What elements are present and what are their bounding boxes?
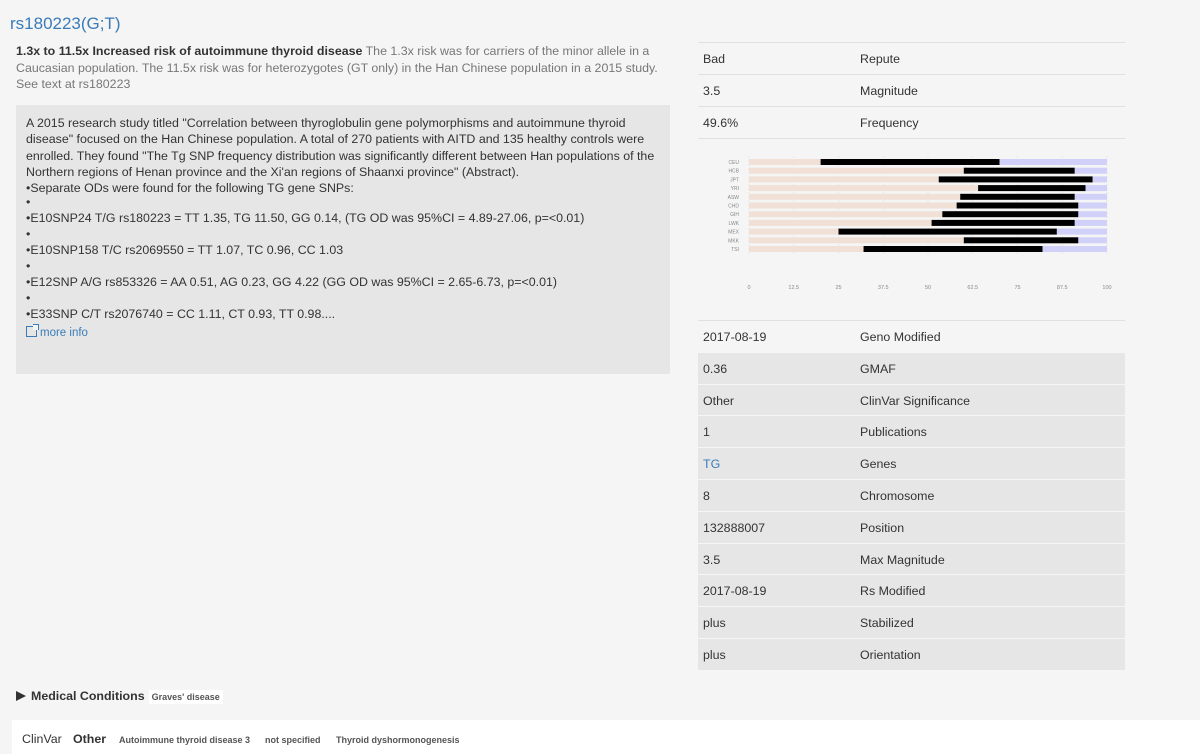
info-table-bottom xyxy=(698,320,1125,670)
page-title[interactable]: rs180223(G;T) xyxy=(10,14,121,33)
info-row xyxy=(698,543,1125,575)
chart-bar-segment xyxy=(749,185,978,191)
chart-tick-label: 87.5 xyxy=(1056,285,1068,291)
chart-category-label: MKK xyxy=(728,238,739,245)
clinvar-significance: Other xyxy=(73,732,107,746)
info-row xyxy=(698,511,1125,543)
chart-bar-segment xyxy=(864,246,1043,252)
chart-bar-segment xyxy=(821,159,1000,165)
condition-link[interactable]: Graves' disease xyxy=(149,690,223,704)
info-value: Bad xyxy=(703,52,726,66)
chart-bar-segment xyxy=(1075,194,1107,200)
info-value: 2017-08-19 xyxy=(703,330,767,344)
info-key: Stabilized xyxy=(860,616,914,631)
detail-box xyxy=(16,105,670,374)
info-key: Genes xyxy=(860,457,897,472)
chart-tick-label: 100 xyxy=(1102,285,1112,291)
detail-line: •Separate ODs were found for the following TG gene SNPs: xyxy=(26,181,354,196)
info-row xyxy=(698,447,1125,479)
detail-bullet: • xyxy=(26,291,31,306)
detail-snp: •E10SNP24 T/G rs180223 = TT 1.35, TG 11.50, GG 0.14, (TG OD was 95%CI = 4.89-27.06, p=<0.01) xyxy=(26,211,585,226)
chart-bar-segment xyxy=(749,168,964,174)
detail-bullet: • xyxy=(26,227,31,242)
info-key: Chromosome xyxy=(860,488,935,503)
info-key: Magnitude xyxy=(860,83,918,98)
chart-bar-segment xyxy=(932,220,1075,226)
chart-category-label: GIH xyxy=(730,212,739,219)
info-row xyxy=(698,106,1125,138)
info-value: 0.36 xyxy=(703,361,728,376)
info-key: Repute xyxy=(860,52,900,66)
info-value: 3.5 xyxy=(703,83,721,98)
info-key: Max Magnitude xyxy=(860,552,945,567)
chart-category-label: HCB xyxy=(728,168,739,175)
genotype-summary xyxy=(16,43,676,93)
chart-category-label: CEU xyxy=(728,160,739,166)
chart-bar-segment xyxy=(1078,237,1107,243)
gene-link[interactable]: TG xyxy=(703,457,721,472)
chart-category-label: CHD xyxy=(728,203,739,210)
chart-bar-segment xyxy=(749,229,839,235)
medical-conditions-label: Medical Conditions xyxy=(31,689,145,703)
detail-bullet: • xyxy=(26,259,31,274)
external-link-icon xyxy=(26,326,37,337)
chart-tick-label: 50 xyxy=(924,285,932,291)
chart-bar-segment xyxy=(1086,185,1107,191)
info-row xyxy=(698,638,1125,670)
detail-snp: •E10SNP158 T/C rs2069550 = TT 1.07, TC 0.96, CC 1.03 xyxy=(26,243,344,258)
clinvar-condition[interactable]: not specified xyxy=(265,735,321,745)
chart-bar-segment xyxy=(1075,168,1107,174)
chart-tick-label: 75 xyxy=(1014,285,1021,291)
chart-bar-segment xyxy=(964,237,1079,243)
chart-bar-segment xyxy=(749,211,942,217)
chart-tick-label: 12.5 xyxy=(788,285,800,291)
info-value: 1 xyxy=(703,425,710,440)
chart-category-label: TSI xyxy=(731,247,739,253)
clinvar-condition[interactable]: Thyroid dyshormonogenesis xyxy=(336,735,460,745)
chart-tick-label: 62.5 xyxy=(967,285,979,291)
chart-category-label: ASW xyxy=(727,194,739,201)
chart-bar-segment xyxy=(749,203,957,209)
info-row xyxy=(698,320,1125,352)
chart-bar-segment xyxy=(1093,176,1107,182)
summary-headline: 1.3x to 11.5x Increased risk of autoimmune thyroid disease xyxy=(16,44,363,58)
chart-bar-segment xyxy=(1078,203,1107,209)
info-key: Position xyxy=(860,520,905,535)
chart-bar-segment xyxy=(960,194,1075,200)
info-row xyxy=(698,479,1125,511)
chart-category-label: MEX xyxy=(728,229,739,236)
info-table-top xyxy=(698,42,1125,137)
chart-bar-segment xyxy=(749,194,960,200)
detail-snp: •E33SNP C/T rs2076740 = CC 1.11, CT 0.93, TT 0.98.... xyxy=(26,307,336,322)
medical-conditions xyxy=(16,689,223,703)
chart-bar-segment xyxy=(1000,159,1107,165)
chart-tick-label: 0 xyxy=(747,285,751,291)
info-value: Other xyxy=(703,393,734,408)
chart-bar-segment xyxy=(749,176,939,182)
detail-paragraph: A 2015 research study titled "Correlation between thyroglobulin gene polymorphisms and autoimmune thyroid disease" focused on the Han Chinese population. A total of 270 patients with AITD and 135 healthy controls were enrolled. They found "The Tg SNP frequency distribution was significantly different between Han populations of the Northern regions of Henan province and the Xi'an regions of Shaanxi province" (Abstract). xyxy=(26,116,655,179)
info-key: Geno Modified xyxy=(860,330,941,344)
chart-bar-segment xyxy=(1043,246,1107,252)
detail-snp: •E12SNP A/G rs853326 = AA 0.51, AG 0.23, GG 4.22 (GG OD was 95%CI = 2.65-6.73, p=<0.01) xyxy=(26,275,558,290)
info-key: Rs Modified xyxy=(860,584,926,599)
chart-bar-segment xyxy=(1078,211,1107,217)
chart-bar-segment xyxy=(942,211,1078,217)
clinvar-bar xyxy=(12,720,1200,754)
info-value: 49.6% xyxy=(703,115,739,130)
info-value: 2017-08-19 xyxy=(703,584,767,599)
summary-text: The 1.3x risk was for carriers of the minor allele in a Caucasian population. The 11.5x risk was for heterozygotes (GT only) in the Han Chinese population in a 2015 study. See text at rs180223 xyxy=(16,44,658,91)
info-row xyxy=(698,606,1125,638)
info-value: 8 xyxy=(703,488,710,503)
info-row xyxy=(698,42,1125,74)
chart-category-label: YRI xyxy=(730,186,739,193)
chart-bar-segment xyxy=(749,246,864,252)
info-key: ClinVar Significance xyxy=(860,393,970,408)
chart-bar-segment xyxy=(957,203,1079,209)
info-key: GMAF xyxy=(860,361,896,376)
chart-tick-label: 37.5 xyxy=(877,285,889,291)
info-value: 3.5 xyxy=(703,552,721,567)
chart-bar-segment xyxy=(1075,220,1107,226)
info-value: 132888007 xyxy=(703,520,766,535)
info-key: Publications xyxy=(860,425,927,440)
population-frequency-chart xyxy=(698,138,1125,321)
info-key: Orientation xyxy=(860,647,921,662)
chart-bar-segment xyxy=(839,229,1057,235)
chart-bar-segment xyxy=(749,237,964,243)
info-row xyxy=(698,352,1125,384)
detail-bullet: • xyxy=(26,195,31,210)
info-value: plus xyxy=(703,616,726,631)
chart-svg xyxy=(698,139,1125,321)
info-row xyxy=(698,574,1125,606)
more-info-label: more info xyxy=(40,327,88,340)
chart-tick-label: 25 xyxy=(835,285,842,291)
more-info-link[interactable] xyxy=(26,325,88,341)
info-row xyxy=(698,415,1125,447)
chart-bar-segment xyxy=(1057,229,1107,235)
info-row xyxy=(698,384,1125,416)
chart-bar-segment xyxy=(964,168,1075,174)
chart-bar-segment xyxy=(939,176,1093,182)
info-value: plus xyxy=(703,647,726,662)
info-key: Frequency xyxy=(860,115,919,130)
chart-category-label: JPT xyxy=(730,177,739,184)
chart-bar-segment xyxy=(749,159,821,165)
clinvar-condition[interactable]: Autoimmune thyroid disease 3 xyxy=(119,735,251,745)
clinvar-label: ClinVar xyxy=(22,732,62,746)
chart-bar-segment xyxy=(978,185,1085,191)
info-row xyxy=(698,74,1125,106)
tag-icon xyxy=(16,691,26,701)
chart-category-label: LWK xyxy=(728,220,739,227)
chart-bar-segment xyxy=(749,220,932,226)
